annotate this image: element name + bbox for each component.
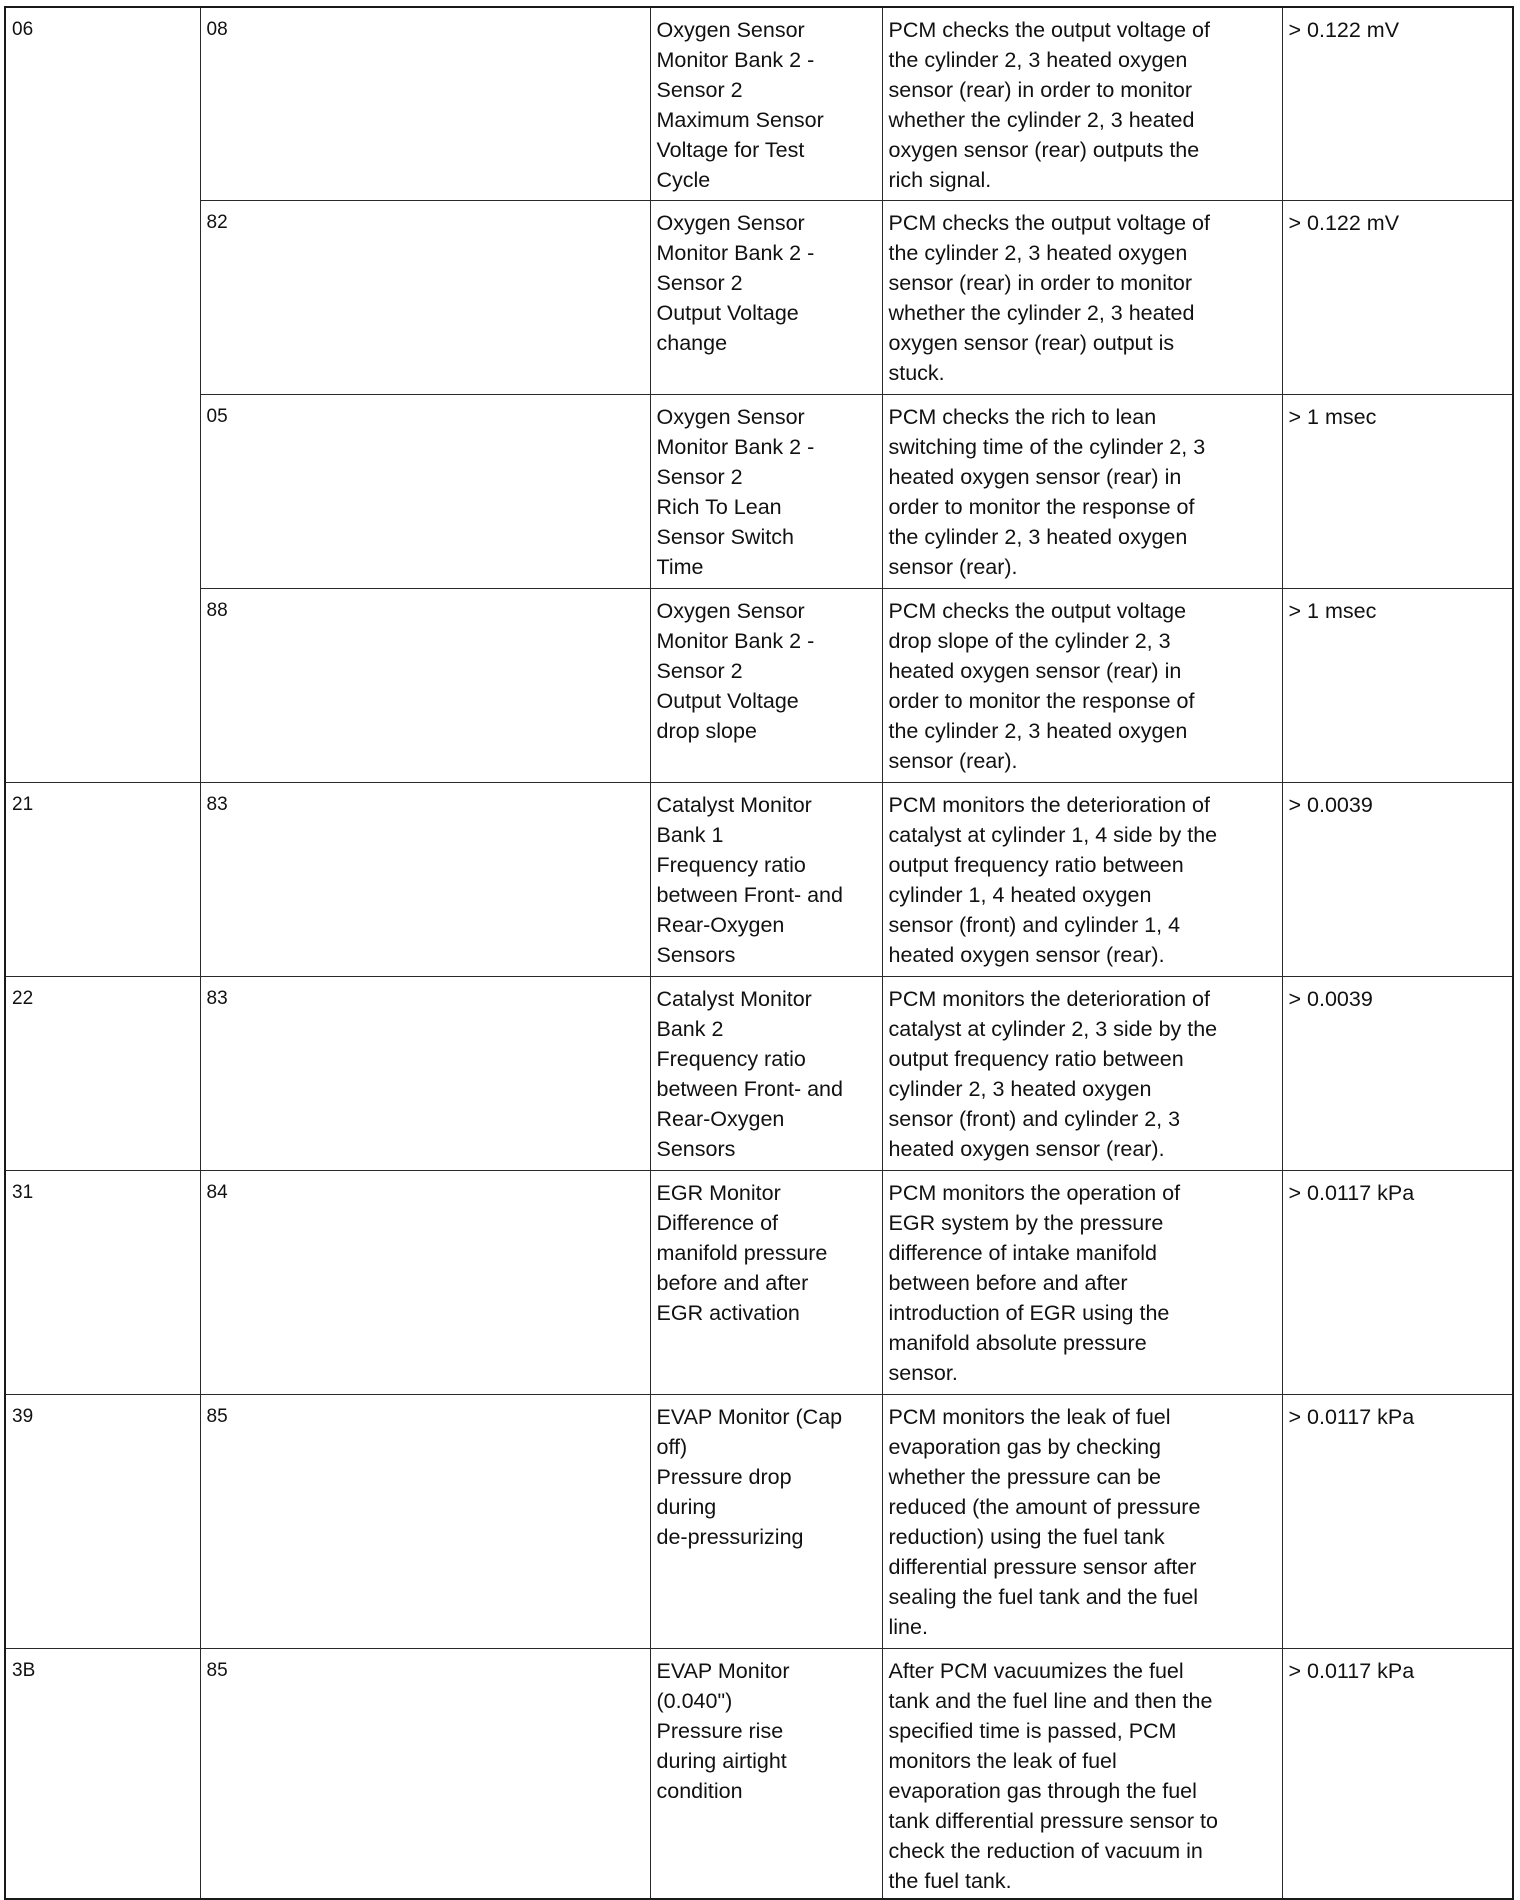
description-line: heated oxygen sensor (rear) in bbox=[888, 464, 1182, 489]
test-id-cell: 06 bbox=[5, 7, 200, 782]
description-line: PCM monitors the deterioration of bbox=[888, 792, 1210, 817]
component-id-cell: 88 bbox=[200, 588, 650, 782]
test-id-cell: 21 bbox=[5, 782, 200, 976]
table-row bbox=[5, 1648, 1513, 1899]
description-line: evaporation gas through the fuel bbox=[888, 1778, 1197, 1803]
description-line: the cylinder 2, 3 heated oxygen bbox=[888, 524, 1188, 549]
test-id-cell: 22 bbox=[5, 976, 200, 1170]
item-line: Sensors bbox=[656, 942, 736, 967]
item-line: Cycle bbox=[656, 168, 711, 192]
description-cell bbox=[882, 394, 1282, 588]
description-line: reduction) using the fuel tank bbox=[888, 1524, 1165, 1549]
description-line: output frequency ratio between bbox=[888, 1046, 1184, 1071]
item-cell bbox=[650, 588, 882, 782]
limit-cell: > 0.122 mV bbox=[1282, 7, 1513, 200]
description-line: between before and after bbox=[888, 1270, 1128, 1295]
item-cell bbox=[650, 782, 882, 976]
component-id-cell: 05 bbox=[200, 394, 650, 588]
item-line: between Front- and bbox=[656, 882, 843, 907]
description-line: After PCM vacuumizes the fuel bbox=[888, 1658, 1184, 1683]
item-line: during airtight bbox=[656, 1748, 787, 1773]
description-line: sensor. bbox=[888, 1360, 958, 1385]
item-cell bbox=[650, 1170, 882, 1394]
item-line: Frequency ratio bbox=[656, 1046, 806, 1071]
description-line: whether the cylinder 2, 3 heated bbox=[888, 300, 1195, 325]
description-cell bbox=[882, 782, 1282, 976]
item-line: off) bbox=[656, 1434, 688, 1459]
item-line: Monitor Bank 2 - bbox=[656, 240, 815, 265]
limit-cell: > 0.0039 bbox=[1282, 782, 1513, 976]
item-line: between Front- and bbox=[656, 1076, 843, 1101]
description-line: cylinder 1, 4 heated oxygen bbox=[888, 882, 1152, 907]
description-cell bbox=[882, 1170, 1282, 1394]
item-line: Oxygen Sensor bbox=[656, 18, 805, 42]
limit-cell: > 0.0039 bbox=[1282, 976, 1513, 1170]
item-line: Sensor 2 bbox=[656, 78, 743, 102]
test-id-cell: 39 bbox=[5, 1394, 200, 1648]
item-line: EVAP Monitor bbox=[656, 1658, 790, 1683]
table-row bbox=[5, 394, 1513, 588]
item-line: Output Voltage bbox=[656, 688, 799, 713]
item-line: manifold pressure bbox=[656, 1240, 828, 1265]
item-line: Output Voltage bbox=[656, 300, 799, 325]
limit-cell: > 1 msec bbox=[1282, 588, 1513, 782]
description-line: oxygen sensor (rear) outputs the bbox=[888, 138, 1200, 162]
description-line: cylinder 2, 3 heated oxygen bbox=[888, 1076, 1152, 1101]
item-line: condition bbox=[656, 1778, 743, 1803]
item-line: Voltage for Test bbox=[656, 138, 805, 162]
description-line: the fuel tank. bbox=[888, 1868, 1012, 1893]
item-line: before and after bbox=[656, 1270, 809, 1295]
description-line: catalyst at cylinder 1, 4 side by the bbox=[888, 822, 1218, 847]
item-cell bbox=[650, 1648, 882, 1899]
component-id-cell: 85 bbox=[200, 1394, 650, 1648]
description-line: monitors the leak of fuel bbox=[888, 1748, 1117, 1773]
item-line: Pressure drop bbox=[656, 1464, 792, 1489]
description-line: whether the pressure can be bbox=[888, 1464, 1161, 1489]
description-line: sensor (front) and cylinder 1, 4 bbox=[888, 912, 1181, 937]
item-line: Bank 1 bbox=[656, 822, 724, 847]
description-line: the cylinder 2, 3 heated oxygen bbox=[888, 718, 1188, 743]
description-line: PCM monitors the deterioration of bbox=[888, 986, 1210, 1011]
description-line: heated oxygen sensor (rear). bbox=[888, 1136, 1165, 1161]
description-cell bbox=[882, 976, 1282, 1170]
description-line: tank and the fuel line and then the bbox=[888, 1688, 1213, 1713]
limit-cell: > 0.0117 kPa bbox=[1282, 1394, 1513, 1648]
table-row bbox=[5, 1170, 1513, 1394]
limit-cell: > 0.0117 kPa bbox=[1282, 1170, 1513, 1394]
description-line: PCM monitors the leak of fuel bbox=[888, 1404, 1171, 1429]
item-line: de-pressurizing bbox=[656, 1524, 804, 1549]
component-id-cell: 82 bbox=[200, 200, 650, 394]
monitor-test-table bbox=[4, 6, 1514, 1900]
item-line: Sensor 2 bbox=[656, 270, 743, 295]
table-row bbox=[5, 7, 1513, 200]
description-line: switching time of the cylinder 2, 3 bbox=[888, 434, 1206, 459]
description-cell bbox=[882, 1648, 1282, 1899]
description-line: differential pressure sensor after bbox=[888, 1554, 1197, 1579]
table-row bbox=[5, 1394, 1513, 1648]
limit-cell: > 0.122 mV bbox=[1282, 200, 1513, 394]
description-line: sealing the fuel tank and the fuel bbox=[888, 1584, 1199, 1609]
item-cell bbox=[650, 200, 882, 394]
description-line: whether the cylinder 2, 3 heated bbox=[888, 108, 1195, 132]
item-line: EGR activation bbox=[656, 1300, 800, 1325]
description-line: sensor (rear). bbox=[888, 554, 1018, 579]
component-id-cell: 84 bbox=[200, 1170, 650, 1394]
limit-cell: > 0.0117 kPa bbox=[1282, 1648, 1513, 1899]
description-line: introduction of EGR using the bbox=[888, 1300, 1170, 1325]
description-line: PCM checks the output voltage bbox=[888, 598, 1187, 623]
item-line: Sensor 2 bbox=[656, 658, 743, 683]
item-line: Oxygen Sensor bbox=[656, 404, 805, 429]
item-line: Difference of bbox=[656, 1210, 779, 1235]
item-line: Sensor Switch bbox=[656, 524, 794, 549]
table-body bbox=[5, 7, 1513, 1899]
description-cell bbox=[882, 7, 1282, 200]
description-line: check the reduction of vacuum in bbox=[888, 1838, 1203, 1863]
item-cell bbox=[650, 394, 882, 588]
description-line: difference of intake manifold bbox=[888, 1240, 1158, 1265]
item-line: Rear-Oxygen bbox=[656, 912, 785, 937]
item-line: drop slope bbox=[656, 718, 757, 743]
test-id-cell: 31 bbox=[5, 1170, 200, 1394]
item-line: Bank 2 bbox=[656, 1016, 724, 1041]
description-line: sensor (rear). bbox=[888, 748, 1018, 773]
item-line: Sensor 2 bbox=[656, 464, 743, 489]
description-line: tank differential pressure sensor to bbox=[888, 1808, 1218, 1833]
description-line: PCM checks the rich to lean bbox=[888, 404, 1157, 429]
item-line: Catalyst Monitor bbox=[656, 792, 812, 817]
description-line: PCM checks the output voltage of bbox=[888, 210, 1210, 235]
description-cell bbox=[882, 1394, 1282, 1648]
description-line: manifold absolute pressure bbox=[888, 1330, 1147, 1355]
description-line: order to monitor the response of bbox=[888, 494, 1195, 519]
description-line: PCM checks the output voltage of bbox=[888, 18, 1210, 42]
component-id-cell: 83 bbox=[200, 782, 650, 976]
table-row bbox=[5, 976, 1513, 1170]
item-cell bbox=[650, 7, 882, 200]
description-line: heated oxygen sensor (rear). bbox=[888, 942, 1165, 967]
description-line: stuck. bbox=[888, 360, 945, 385]
item-line: EGR Monitor bbox=[656, 1180, 781, 1205]
component-id-cell: 08 bbox=[200, 7, 650, 200]
item-line: EVAP Monitor (Cap bbox=[656, 1404, 843, 1429]
table-row bbox=[5, 588, 1513, 782]
item-line: Maximum Sensor bbox=[656, 108, 824, 132]
description-line: sensor (rear) in order to monitor bbox=[888, 78, 1192, 102]
table-row bbox=[5, 200, 1513, 394]
item-line: Sensors bbox=[656, 1136, 736, 1161]
description-line: evaporation gas by checking bbox=[888, 1434, 1162, 1459]
item-line: Pressure rise bbox=[656, 1718, 784, 1743]
item-line: Rear-Oxygen bbox=[656, 1106, 785, 1131]
item-line: Oxygen Sensor bbox=[656, 210, 805, 235]
item-line: change bbox=[656, 330, 728, 355]
item-cell bbox=[650, 976, 882, 1170]
description-line: catalyst at cylinder 2, 3 side by the bbox=[888, 1016, 1218, 1041]
item-line: Rich To Lean bbox=[656, 494, 782, 519]
description-line: reduced (the amount of pressure bbox=[888, 1494, 1201, 1519]
description-line: specified time is passed, PCM bbox=[888, 1718, 1177, 1743]
item-line: Time bbox=[656, 554, 704, 579]
item-line: during bbox=[656, 1494, 717, 1519]
description-cell bbox=[882, 588, 1282, 782]
item-line: Monitor Bank 2 - bbox=[656, 434, 815, 459]
description-line: line. bbox=[888, 1614, 928, 1639]
description-line: order to monitor the response of bbox=[888, 688, 1195, 713]
description-line: PCM monitors the operation of bbox=[888, 1180, 1181, 1205]
table-row bbox=[5, 782, 1513, 976]
item-line: Monitor Bank 2 - bbox=[656, 48, 815, 72]
description-line: sensor (front) and cylinder 2, 3 bbox=[888, 1106, 1181, 1131]
item-line: Oxygen Sensor bbox=[656, 598, 805, 623]
description-line: oxygen sensor (rear) output is bbox=[888, 330, 1175, 355]
description-line: output frequency ratio between bbox=[888, 852, 1184, 877]
description-line: the cylinder 2, 3 heated oxygen bbox=[888, 48, 1188, 72]
description-line: rich signal. bbox=[888, 168, 992, 192]
description-cell bbox=[882, 200, 1282, 394]
description-line: drop slope of the cylinder 2, 3 bbox=[888, 628, 1171, 653]
description-line: heated oxygen sensor (rear) in bbox=[888, 658, 1182, 683]
item-line: Catalyst Monitor bbox=[656, 986, 812, 1011]
description-line: sensor (rear) in order to monitor bbox=[888, 270, 1192, 295]
description-line: the cylinder 2, 3 heated oxygen bbox=[888, 240, 1188, 265]
item-line: Frequency ratio bbox=[656, 852, 806, 877]
component-id-cell: 83 bbox=[200, 976, 650, 1170]
test-id-cell: 3B bbox=[5, 1648, 200, 1899]
item-cell bbox=[650, 1394, 882, 1648]
item-line: (0.040") bbox=[656, 1688, 733, 1713]
description-line: EGR system by the pressure bbox=[888, 1210, 1164, 1235]
limit-cell: > 1 msec bbox=[1282, 394, 1513, 588]
item-line: Monitor Bank 2 - bbox=[656, 628, 815, 653]
component-id-cell: 85 bbox=[200, 1648, 650, 1899]
